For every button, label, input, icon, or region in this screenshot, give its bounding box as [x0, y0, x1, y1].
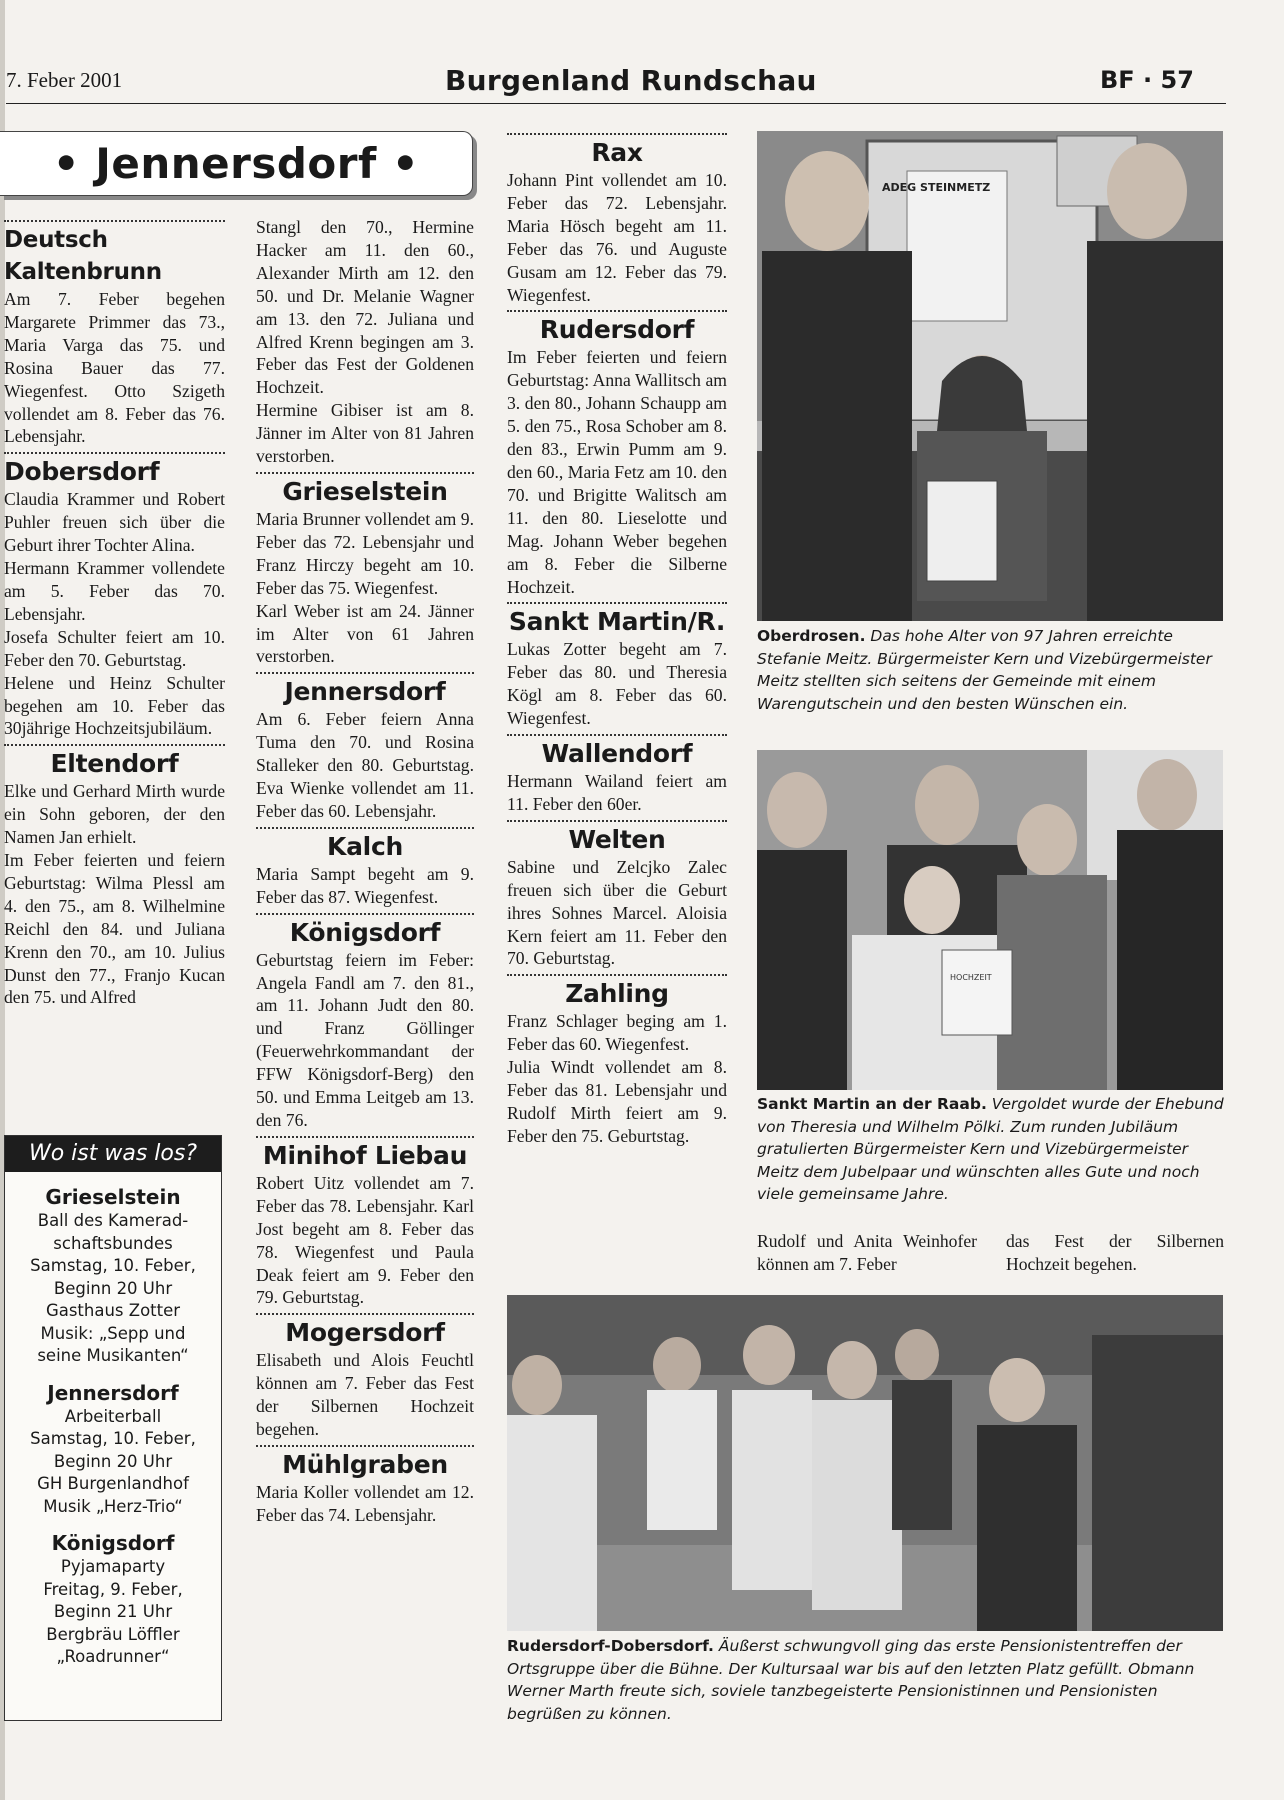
article-text: Elke und Gerhard Mirth wurde ein Sohn geboren, der den Namen Jan erhielt.	[4, 781, 225, 848]
location-heading: Kalch	[327, 831, 403, 861]
event-line: Beginn 21 Uhr	[53, 1602, 173, 1621]
dotted-divider	[507, 310, 727, 312]
article-text: Sabine und Zelcjko Zalec freuen sich über die Geburt ihres Sohnes Marcel. Aloisia Kern feiert am 11. Feber den 70. Geburtstag.	[507, 856, 727, 969]
section-banner: • Jennersdorf •	[0, 131, 473, 196]
caption-text: Vergoldet wurde der Ehebund von Theresia und Wilhelm Pölki. Zum runden Jubiläum gratulierten Bürgermeister Kern und Vizebürgermeister Meitz dem Jubelpaar und wünschten alles Gute und noch viele gemeinsame Jahre.	[757, 1095, 1224, 1203]
location-heading: Grieselstein	[282, 476, 448, 506]
location-heading: Zahling	[565, 979, 669, 1009]
article-text: Maria Sampt begeht am 9. Feber das 87. Wiegenfest.	[256, 863, 474, 907]
location-heading: Königsdorf	[289, 917, 441, 947]
dotted-divider	[256, 827, 474, 829]
event-line: Musik: „Sepp und	[40, 1323, 186, 1343]
event-line: GH Burgenlandhof	[37, 1474, 189, 1493]
article-text: Geburtstag feiern im Feber: Angela Fandl am 7. den 81., am 11. Johann Judt den 80. und Franz Göllinger (Feuerwehrkommandant der FFW Königsdorf-Berg) den 50. und Emma Leitgeb am 13. den 76.	[256, 949, 474, 1130]
event-line: Bergbräu Löffler	[46, 1624, 180, 1644]
event-title: Jennersdorf	[47, 1380, 179, 1405]
location-heading: Jennersdorf	[284, 677, 446, 707]
event-line: seine Musikanten“	[37, 1346, 189, 1365]
article-text: Stangl den 70., Hermine Hacker am 11. den 60., Alexander Mirth am 12. den 50. und Dr. Melanie Wagner am 13. den 72. Juliana und Alfred Krenn begingen am 3. Feber das Fest der Goldenen Hochzeit.	[256, 217, 474, 398]
dotted-divider	[4, 220, 225, 222]
event-item	[5, 1184, 221, 1368]
article-text: Im Feber feierten und feiern Geburtstag: Wilma Plessl am 4. den 75., am 8. Wilhelmine Reichl den 84. und Juliana Krenn den 70., am 10. Julius Dunst den 77., Franjo Kucan den 75. und Alfred	[4, 850, 225, 1008]
location-heading: Eltendorf	[50, 749, 179, 779]
article-text: Maria Brunner vollendet am 9. Feber das 72. Lebensjahr und Franz Hirczy begeht am 10. Feber das 75. Wiegenfest.	[256, 508, 474, 598]
event-line: „Roadrunner“	[56, 1647, 170, 1666]
location-heading: Mogersdorf	[285, 1318, 445, 1348]
article-text: Johann Pint vollendet am 10. Feber das 72. Lebensjahr. Maria Hösch begeht am 11. Feber das 76. und Auguste Gusam am 12. Feber das 79. Wiegenfest.	[507, 170, 727, 305]
events-box-heading: Wo ist was los?	[5, 1136, 221, 1172]
event-title: Königsdorf	[51, 1531, 175, 1555]
header-date: 7. Feber 2001	[6, 68, 123, 92]
location-heading: Welten	[568, 824, 666, 854]
article-text: Hermann Krammer vollendete am 5. Feber das 70. Lebensjahr.	[4, 558, 225, 624]
dotted-divider	[507, 820, 727, 822]
header-rule	[6, 103, 1226, 104]
caption-rudersdorf	[507, 1635, 1225, 1725]
caption-text: Äußerst schwungvoll ging das erste Pensionistentreffen der Ortsgruppe über die Bühne. Der Kultursaal war bis auf den letzten Platz gefüllt. Obmann Werner Marth freute sich, soviele tanzbegeisterte Pensionistinnen und Pensionisten begrüßen zu können.	[507, 1637, 1195, 1723]
article-text: Hermine Gibiser ist am 8. Jänner im Alter von 81 Jahren verstorben.	[256, 400, 474, 467]
article-text: das Fest der Silbernen Hochzeit begehen.	[1006, 1231, 1224, 1274]
article-text: Julia Windt vollendet am 8. Feber das 81. Lebensjahr und Rudolf Mirth feiert am 9. Feber den 75. Geburtstag.	[507, 1057, 727, 1146]
dotted-divider	[256, 1445, 474, 1447]
dotted-divider	[256, 913, 474, 915]
event-item	[5, 1530, 221, 1669]
event-line: Ball des Kamerad-	[37, 1211, 189, 1230]
location-heading: Wallendorf	[541, 739, 693, 769]
event-line: Samstag, 10. Feber,	[30, 1256, 196, 1275]
event-line: Gasthaus Zotter	[45, 1301, 181, 1320]
article-text: Elisabeth und Alois Feuchtl können am 7. Feber das Fest der Silbernen Hochzeit begehen.	[256, 1350, 474, 1440]
dotted-divider	[507, 133, 727, 135]
location-heading: Mühlgraben	[282, 1449, 448, 1479]
column-3	[507, 129, 727, 1148]
photo-rudersdorf-illustration	[507, 1295, 1223, 1631]
header-page-number: BF · 57	[1100, 66, 1194, 94]
event-line: Beginn 20 Uhr	[53, 1451, 173, 1471]
photo-sankt-martin-illustration	[757, 750, 1223, 1090]
event-line: Musik „Herz-Trio“	[43, 1496, 183, 1516]
caption-place: Sankt Martin an der Raab.	[757, 1095, 987, 1113]
event-title: Grieselstein	[45, 1185, 181, 1209]
article-text: Claudia Krammer und Robert Puhler freuen sich über die Geburt ihrer Tochter Alina.	[4, 489, 225, 556]
article-text: Helene und Heinz Schulter begehen am 10. Feber das 30jährige Hochzeitsjubiläum.	[4, 672, 225, 739]
location-heading: Deutsch Kaltenbrunn	[4, 227, 162, 285]
location-heading: Sankt Martin/R.	[508, 607, 726, 637]
article-text: Maria Koller vollendet am 12. Feber das 74. Lebensjahr.	[256, 1481, 474, 1525]
photo-oberdrosen	[757, 131, 1223, 621]
article-text: Franz Schlager beging am 1. Feber das 60. Wiegenfest.	[507, 1011, 727, 1055]
article-text: Am 6. Feber feiern Anna Tuma den 70. und Rosina Stalleker den 80. Geburtstag. Eva Wienke vollendet am 11. Feber das 60. Lebensjahr.	[256, 709, 474, 821]
caption-sankt-martin	[757, 1093, 1225, 1206]
dotted-divider	[256, 1136, 474, 1138]
header-title: Burgenland Rundschau	[445, 64, 817, 97]
photo-card-text: HOCHZEIT	[950, 973, 992, 982]
caption-oberdrosen	[757, 625, 1225, 715]
photo-rudersdorf	[507, 1295, 1223, 1631]
article-text: Hermann Wailand feiert am 11. Feber den 60er.	[507, 771, 727, 814]
photo-sankt-martin	[757, 750, 1223, 1090]
column-2	[256, 216, 474, 1527]
article-text: Rudolf und Anita Weinhofer können am 7. Feber	[757, 1231, 977, 1274]
article-text: Im Feber feierten und feiern Geburtstag: Anna Wallitsch am 3. den 80., Johann Schaupp am 5. den 75., Rosa Schober am 8. den 83., Erwin Pumm am 9. den 60., Maria Fetz am 10. den 70. und Brigitte Walitsch am 11. den 80. Lieselotte und Mag. Johann Weber begehen am 8. Feber die Silberne Hochzeit.	[507, 347, 727, 597]
dotted-divider	[256, 472, 474, 474]
article-text: Robert Uitz vollendet am 7. Feber das 78. Lebensjahr. Karl Jost begeht am 8. Feber das 78. Wiegenfest und Paula Deak feiert am 9. Feber den 79. Geburtstag.	[256, 1172, 474, 1308]
event-line: Beginn 20 Uhr	[53, 1278, 173, 1298]
location-heading: Minihof Liebau	[262, 1140, 468, 1170]
article-text: Josefa Schulter feiert am 10. Feber den 70. Geburtstag.	[4, 626, 225, 670]
dotted-divider	[507, 602, 727, 604]
event-item	[5, 1380, 221, 1519]
event-line: schaftsbundes	[53, 1233, 173, 1253]
dotted-divider	[4, 744, 225, 746]
location-heading: Rudersdorf	[539, 315, 695, 345]
dotted-divider	[4, 452, 225, 454]
dotted-divider	[256, 1313, 474, 1315]
events-box	[4, 1135, 222, 1721]
caption-text: Das hohe Alter von 97 Jahren erreichte Stefanie Meitz. Bürgermeister Kern und Vizebürgermeister Meitz stellten sich seitens der Gemeinde mit einem Warengutschein und den besten Wünschen ein.	[757, 627, 1212, 713]
photo-sign-text: ADEG STEINMETZ	[882, 181, 991, 194]
location-heading: Rax	[591, 138, 643, 167]
article-text: Lukas Zotter begeht am 7. Feber das 80. und Theresia Kögl am 8. Feber das 60. Wiegenfest.	[507, 639, 727, 729]
caption-place: Rudersdorf-Dobersdorf.	[507, 1637, 714, 1655]
dotted-divider	[256, 672, 474, 674]
event-line: Samstag, 10. Feber,	[30, 1429, 196, 1448]
photo-oberdrosen-illustration	[757, 131, 1223, 621]
dotted-divider	[507, 734, 727, 736]
caption-place: Oberdrosen.	[757, 627, 866, 645]
column-1	[4, 216, 225, 1009]
dotted-divider	[507, 974, 727, 976]
article-text: Am 7. Feber begehen Margarete Primmer das 73., Maria Varga das 75. und Rosina Bauer das 77. Wiegenfest. Otto Szigeth vollendet am 8. Feber das 76. Lebensjahr.	[4, 289, 225, 447]
article-text: Karl Weber ist am 24. Jänner im Alter von 61 Jahren verstorben.	[256, 600, 474, 667]
event-line: Freitag, 9. Feber,	[43, 1579, 183, 1599]
location-heading: Dobersdorf	[4, 457, 160, 487]
event-line: Arbeiterball	[64, 1406, 162, 1426]
event-line: Pyjamaparty	[60, 1557, 166, 1576]
